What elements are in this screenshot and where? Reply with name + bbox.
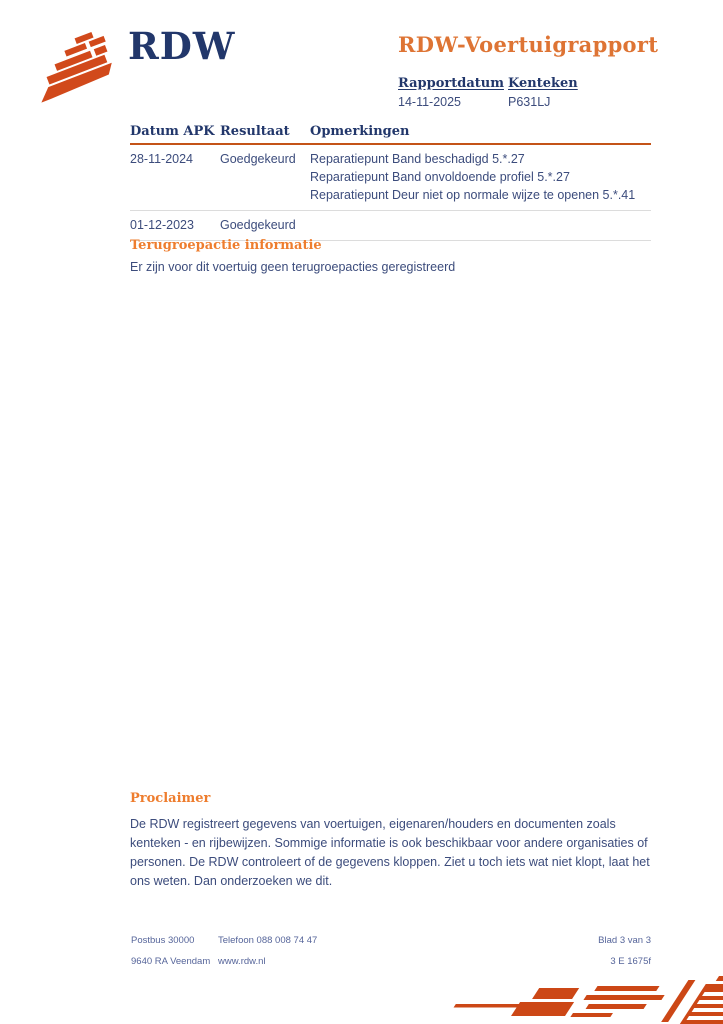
cell-opmerkingen: [310, 150, 651, 204]
proclaimer-section: [130, 791, 657, 891]
column-header-opmerkingen: Opmerkingen: [310, 124, 410, 139]
terugroepactie-section: [130, 238, 655, 274]
table-row: [130, 211, 651, 241]
page-title: RDW-Voertuigrapport: [398, 32, 659, 57]
column-header-datum-apk: Datum APK: [130, 124, 215, 139]
rapportdatum-block: [398, 76, 504, 109]
footer-form-code: 3 E 1675f: [610, 956, 651, 967]
rdw-logo-text: RDW: [128, 24, 236, 68]
rapportdatum-label: Rapportdatum: [398, 76, 504, 91]
footer-postal: Postbus 30000: [131, 935, 195, 946]
terugroepactie-body: Er zijn voor dit voertuig geen terugroepacties geregistreerd: [130, 260, 456, 274]
column-header-resultaat: Resultaat: [220, 124, 290, 139]
footer-website: www.rdw.nl: [218, 956, 266, 967]
cell-resultaat: Goedgekeurd: [220, 218, 296, 232]
footer-address-column: [131, 936, 210, 967]
opmerking-line: Reparatiepunt Deur niet op normale wijze te openen 5.*.41: [310, 188, 636, 202]
kenteken-value: P631LJ: [508, 95, 551, 109]
kenteken-label: Kenteken: [508, 76, 578, 91]
rdw-stripes-graphic-icon: [401, 976, 723, 1024]
proclaimer-body: De RDW registreert gegevens van voertuigen, eigenaren/houders en documenten zoals kenteken - en rijbewijzen. Sommige informatie is ook beschikbaar voor andere organisaties of personen. De RDW controleert of de gegevens kloppen. Ziet u toch iets wat niet klopt, laat het ons weten. Dan onderzoeken we dit.: [130, 817, 650, 888]
footer-contact-column: [218, 936, 317, 967]
kenteken-block: [508, 76, 578, 109]
footer-page-column: [450, 936, 651, 967]
cell-datum-apk: 28-11-2024: [130, 152, 194, 166]
cell-datum-apk: 01-12-2023: [130, 218, 194, 232]
apk-table-header-row: [130, 124, 651, 145]
opmerking-line: Reparatiepunt Band onvoldoende profiel 5.*.27: [310, 170, 570, 184]
opmerking-line: Reparatiepunt Band beschadigd 5.*.27: [310, 152, 525, 166]
rdw-wing-logo-icon: [28, 36, 124, 98]
footer-page-indicator: Blad 3 van 3: [598, 935, 651, 946]
table-row: [130, 145, 651, 211]
cell-resultaat: Goedgekeurd: [220, 152, 296, 166]
apk-history-table: [130, 124, 651, 241]
terugroepactie-heading: Terugroepactie informatie: [130, 238, 322, 253]
rapportdatum-value: 14-11-2025: [398, 95, 462, 109]
footer-phone: Telefoon 088 008 74 47: [218, 935, 318, 946]
proclaimer-heading: Proclaimer: [130, 791, 211, 806]
cell-opmerkingen: [310, 216, 651, 234]
footer-city: 9640 RA Veendam: [131, 956, 211, 967]
